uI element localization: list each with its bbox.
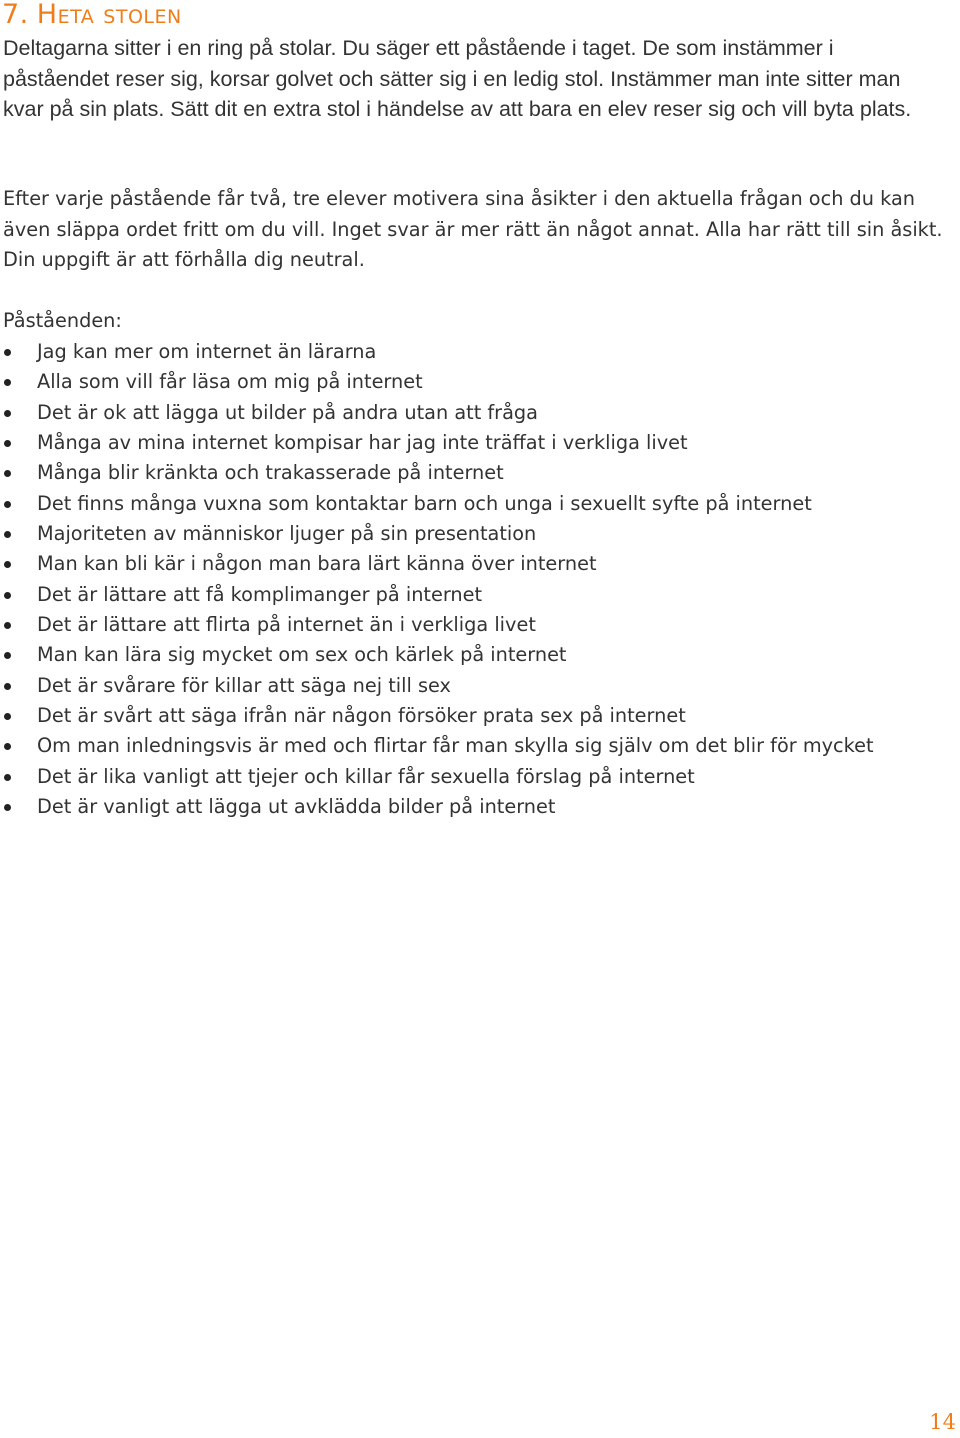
list-item <box>0 762 955 792</box>
list-item <box>0 458 955 488</box>
bullet-icon <box>4 804 11 811</box>
statement-text: Om man inledningsvis är med och flirtar får man skylla sig själv om det blir för mycket <box>37 734 874 758</box>
bullet-icon <box>4 501 11 508</box>
statement-text: Det är vanligt att lägga ut avklädda bilder på internet <box>37 795 556 819</box>
list-item <box>0 640 955 670</box>
statement-text: Jag kan mer om internet än lärarna <box>37 340 377 363</box>
discussion-paragraph: Efter varje påstående får två, tre elever motivera sina åsikter i den aktuella frågan och du kan även släppa ordet fritt om du vill. Inget svar är mer rätt än något annat. Alla har rätt till sin åsikt. Din uppgift är att förhålla dig neutral. <box>3 187 943 271</box>
bullet-icon <box>4 743 11 750</box>
list-item <box>0 610 955 640</box>
list-item <box>0 337 955 367</box>
statements-list <box>0 337 955 823</box>
statement-text: Det är lättare att få komplimanger på internet <box>37 582 483 606</box>
bullet-icon <box>4 470 11 477</box>
instructions-paragraph: Deltagarna sitter i en ring på stolar. Du säger ett påstående i taget. De som instämmer i påståendet reser sig, korsar golvet och sätter sig i en ledig stol. Instämmer man inte sitter man kvar på sin plats. Sätt dit en extra stol i händelse av att bara en elev reser sig och vill byta plats. <box>3 36 912 121</box>
bullet-icon <box>4 652 11 659</box>
statement-text: Det är ok att lägga ut bilder på andra utan att fråga <box>37 400 538 424</box>
section-heading <box>2 0 182 32</box>
bullet-icon <box>4 531 11 538</box>
bullet-icon <box>4 440 11 447</box>
bullet-icon <box>4 713 11 720</box>
statement-text: Många blir kränkta och trakasserade på internet <box>37 461 504 485</box>
list-item <box>0 489 955 519</box>
statement-text: Det finns många vuxna som kontaktar barn och unga i sexuellt syfte på internet <box>37 491 812 515</box>
bullet-icon <box>4 561 11 568</box>
list-item <box>0 580 955 610</box>
bullet-icon <box>4 592 11 599</box>
statements-label: Påståenden: <box>3 309 122 332</box>
list-item <box>0 367 955 397</box>
bullet-icon <box>4 683 11 690</box>
list-item <box>0 792 955 822</box>
bullet-icon <box>4 379 11 386</box>
list-item <box>0 398 955 428</box>
statement-text: Alla som vill får läsa om mig på internet <box>37 370 423 394</box>
list-item <box>0 519 955 549</box>
bullet-icon <box>4 774 11 781</box>
section-number: 7. <box>2 0 29 30</box>
statement-text: Det är svårt att säga ifrån när någon försöker prata sex på internet <box>37 704 686 728</box>
page-number: 14 <box>929 1410 956 1434</box>
bullet-icon <box>4 349 11 356</box>
statement-text: Man kan bli kär i någon man bara lärt känna över internet <box>37 552 597 576</box>
list-item <box>0 701 955 731</box>
list-item <box>0 731 955 761</box>
statement-text: Det är lika vanligt att tjejer och killar får sexuella förslag på internet <box>37 764 695 788</box>
list-item <box>0 428 955 458</box>
list-item <box>0 549 955 579</box>
statement-text: Det är svårare för killar att säga nej till sex <box>37 673 451 697</box>
statement-text: Majoriteten av människor ljuger på sin presentation <box>37 522 537 546</box>
statement-text: Man kan lära sig mycket om sex och kärlek på internet <box>37 643 567 667</box>
bullet-icon <box>4 410 11 417</box>
bullet-icon <box>4 622 11 629</box>
statement-text: Många av mina internet kompisar har jag inte träffat i verkliga livet <box>37 431 688 455</box>
list-item <box>0 671 955 701</box>
section-title: Heta stolen <box>36 0 182 30</box>
statement-text: Det är lättare att flirta på internet än i verkliga livet <box>37 613 536 637</box>
